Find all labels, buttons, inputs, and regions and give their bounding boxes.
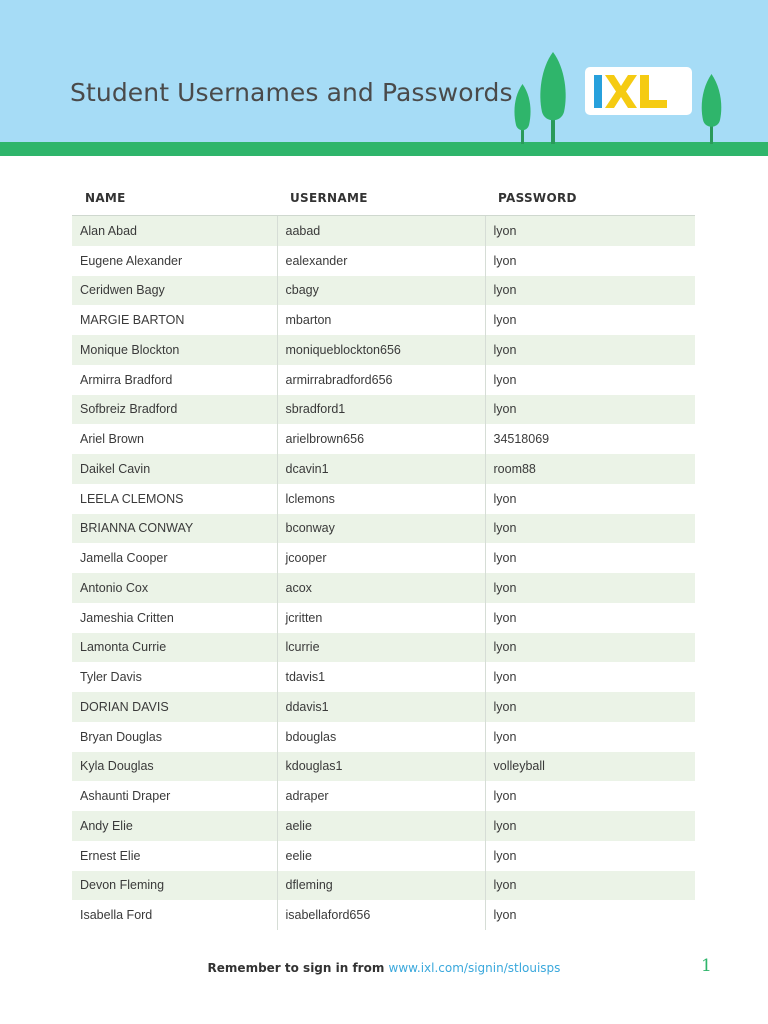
column-header-password: PASSWORD bbox=[485, 182, 695, 216]
password-cell: lyon bbox=[485, 781, 695, 811]
password-cell: volleyball bbox=[485, 752, 695, 782]
password-cell: lyon bbox=[485, 246, 695, 276]
table-row bbox=[72, 781, 695, 811]
username-cell: bconway bbox=[277, 514, 485, 544]
footer-note bbox=[0, 961, 768, 975]
name-cell: Alan Abad bbox=[72, 216, 277, 246]
table-row bbox=[72, 722, 695, 752]
username-cell: armirrabradford656 bbox=[277, 365, 485, 395]
username-cell: aelie bbox=[277, 811, 485, 841]
username-cell: adraper bbox=[277, 781, 485, 811]
password-cell: lyon bbox=[485, 335, 695, 365]
name-cell: Jamella Cooper bbox=[80, 551, 168, 566]
table-row bbox=[72, 662, 695, 692]
password-cell: lyon bbox=[485, 365, 695, 395]
username-cell: aabad bbox=[277, 216, 485, 246]
name-cell: Tyler Davis bbox=[80, 670, 142, 685]
table-row bbox=[72, 335, 695, 365]
name-cell: Ariel Brown bbox=[80, 432, 144, 447]
table-row bbox=[72, 603, 695, 633]
table-row bbox=[72, 871, 695, 901]
username-cell: tdavis1 bbox=[277, 662, 485, 692]
name-cell: Ernest Elie bbox=[80, 848, 141, 863]
table-row bbox=[72, 811, 695, 841]
table-row bbox=[72, 752, 695, 782]
password-cell: lyon bbox=[485, 722, 695, 752]
username-cell: bdouglas bbox=[277, 722, 485, 752]
username-cell: mbarton bbox=[277, 305, 485, 335]
username-cell: acox bbox=[277, 573, 485, 603]
column-header-username: USERNAME bbox=[277, 182, 485, 216]
table-row bbox=[72, 246, 695, 276]
password-cell: lyon bbox=[485, 573, 695, 603]
student-roster-table bbox=[72, 182, 695, 930]
username-cell: sbradford1 bbox=[277, 395, 485, 425]
page-number: 1 bbox=[701, 956, 712, 976]
tree-tall-icon bbox=[540, 52, 565, 144]
table-row bbox=[72, 454, 695, 484]
table-row bbox=[72, 484, 695, 514]
name-cell: BRIANNA CONWAY bbox=[72, 514, 277, 544]
password-cell: lyon bbox=[485, 484, 695, 514]
tree-small-icon bbox=[514, 84, 530, 144]
password-cell: lyon bbox=[485, 514, 695, 544]
password-cell: 34518069 bbox=[485, 424, 695, 454]
name-cell: Sofbreiz Bradford bbox=[72, 395, 277, 425]
table-row bbox=[72, 276, 695, 306]
username-cell: moniqueblockton656 bbox=[277, 335, 485, 365]
username-cell: dcavin1 bbox=[277, 454, 485, 484]
name-cell: Monique Blockton bbox=[72, 335, 277, 365]
name-cell: Isabella Ford bbox=[80, 908, 153, 923]
password-cell: lyon bbox=[485, 395, 695, 425]
password-cell: lyon bbox=[485, 276, 695, 306]
username-cell: ddavis1 bbox=[277, 692, 485, 722]
username-cell: dfleming bbox=[277, 871, 485, 901]
table-row bbox=[72, 692, 695, 722]
table-row bbox=[72, 424, 695, 454]
name-cell: Devon Fleming bbox=[72, 871, 277, 901]
name-cell: Antonio Cox bbox=[72, 573, 277, 603]
table-row bbox=[72, 365, 695, 395]
username-cell: lcurrie bbox=[277, 633, 485, 663]
table-header-row bbox=[72, 182, 695, 216]
name-cell: Armirra Bradford bbox=[80, 372, 173, 387]
password-cell: lyon bbox=[485, 811, 695, 841]
username-cell: eelie bbox=[277, 841, 485, 871]
name-cell: Bryan Douglas bbox=[80, 729, 162, 744]
name-cell: DORIAN DAVIS bbox=[72, 692, 277, 722]
table-row bbox=[72, 633, 695, 663]
username-cell: kdouglas1 bbox=[277, 752, 485, 782]
username-cell: cbagy bbox=[277, 276, 485, 306]
column-header-name: NAME bbox=[72, 182, 277, 216]
name-cell: Ashaunti Draper bbox=[80, 789, 171, 804]
username-cell: ealexander bbox=[277, 246, 485, 276]
password-cell: lyon bbox=[485, 662, 695, 692]
footer-prefix: Remember to sign in from bbox=[207, 961, 389, 975]
password-cell: lyon bbox=[485, 305, 695, 335]
password-cell: lyon bbox=[485, 871, 695, 901]
password-cell: lyon bbox=[485, 692, 695, 722]
table-row bbox=[72, 305, 695, 335]
tree-right-icon bbox=[702, 74, 722, 144]
table-row bbox=[72, 514, 695, 544]
name-cell: Lamonta Currie bbox=[72, 633, 277, 663]
password-cell: lyon bbox=[485, 633, 695, 663]
table-row bbox=[72, 216, 695, 246]
signin-link[interactable]: www.ixl.com/signin/stlouisps bbox=[388, 961, 561, 975]
name-cell: Daikel Cavin bbox=[72, 454, 277, 484]
username-cell: isabellaford656 bbox=[277, 900, 485, 930]
username-cell: jcritten bbox=[277, 603, 485, 633]
username-cell: arielbrown656 bbox=[277, 424, 485, 454]
name-cell: MARGIE BARTON bbox=[80, 313, 185, 328]
ixl-logo bbox=[585, 67, 692, 115]
table-row bbox=[72, 841, 695, 871]
password-cell: lyon bbox=[485, 841, 695, 871]
password-cell: lyon bbox=[485, 603, 695, 633]
name-cell: Eugene Alexander bbox=[80, 253, 183, 268]
name-cell: LEELA CLEMONS bbox=[80, 491, 184, 506]
password-cell: room88 bbox=[485, 454, 695, 484]
table-row bbox=[72, 900, 695, 930]
table-row bbox=[72, 573, 695, 603]
username-cell: lclemons bbox=[277, 484, 485, 514]
name-cell: Ceridwen Bagy bbox=[72, 276, 277, 306]
name-cell: Andy Elie bbox=[72, 811, 277, 841]
password-cell: lyon bbox=[485, 216, 695, 246]
password-cell: lyon bbox=[485, 543, 695, 573]
username-cell: jcooper bbox=[277, 543, 485, 573]
name-cell: Kyla Douglas bbox=[72, 752, 277, 782]
password-cell: lyon bbox=[485, 900, 695, 930]
name-cell: Jameshia Critten bbox=[80, 610, 174, 625]
page-title: Student Usernames and Passwords bbox=[70, 78, 513, 107]
ixl-logo-icon bbox=[591, 72, 686, 110]
table-row bbox=[72, 395, 695, 425]
table-row bbox=[72, 543, 695, 573]
